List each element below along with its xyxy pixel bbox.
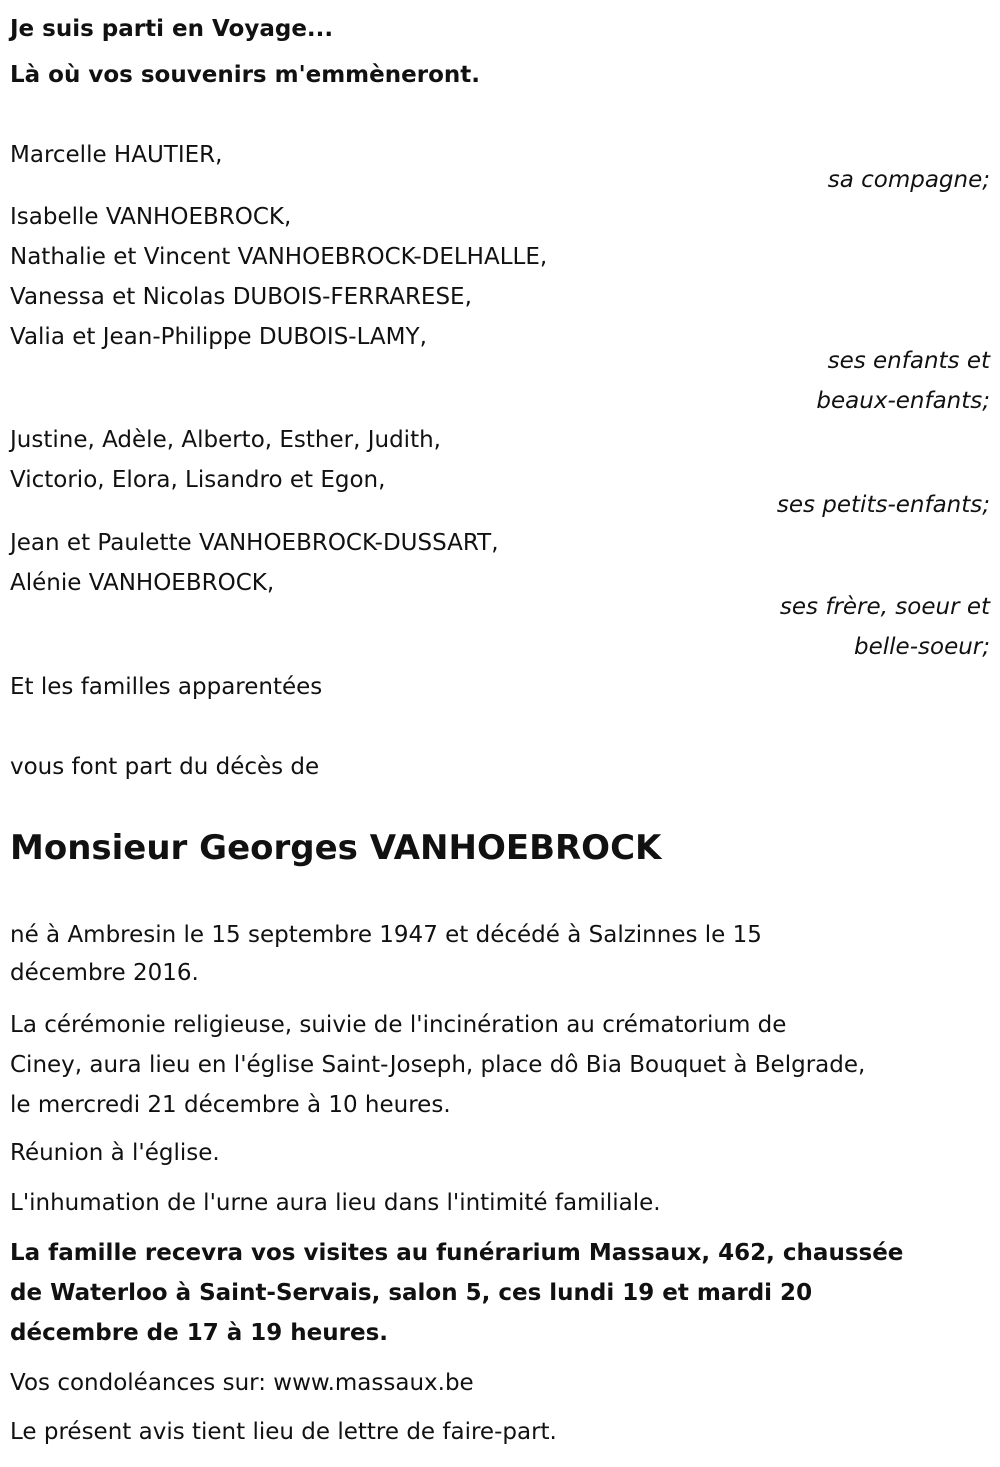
related-families: Et les familles apparentées: [10, 674, 323, 700]
notice-text: Le présent avis tient lieu de lettre de faire-part.: [10, 1419, 557, 1445]
visits-text: décembre de 17 à 19 heures.: [10, 1320, 389, 1346]
announcement: vous font part du décès de: [10, 754, 320, 780]
meeting-text: Réunion à l'église.: [10, 1140, 220, 1166]
companion-name: Marcelle HAUTIER,: [10, 142, 223, 168]
children-role: ses enfants et: [827, 348, 990, 374]
child-name: Nathalie et Vincent VANHOEBROCK-DELHALLE,: [10, 244, 548, 270]
burial-text: L'inhumation de l'urne aura lieu dans l'intimité familiale.: [10, 1190, 661, 1216]
intro-line: Là où vos souvenirs m'emmèneront.: [10, 62, 480, 88]
visits-text: de Waterloo à Saint-Servais, salon 5, ces lundi 19 et mardi 20: [10, 1280, 813, 1306]
companion-role: sa compagne;: [827, 167, 990, 193]
sibling-name: Jean et Paulette VANHOEBROCK-DUSSART,: [10, 530, 499, 556]
children-role: beaux-enfants;: [816, 388, 990, 414]
grandchildren-names: Victorio, Elora, Lisandro et Egon,: [10, 467, 386, 493]
sibling-name: Alénie VANHOEBROCK,: [10, 570, 275, 596]
child-name: Valia et Jean-Philippe DUBOIS-LAMY,: [10, 324, 427, 350]
grandchildren-names: Justine, Adèle, Alberto, Esther, Judith,: [10, 427, 441, 453]
siblings-role: ses frère, soeur et: [779, 594, 990, 620]
siblings-role: belle-soeur;: [854, 634, 990, 660]
grandchildren-role: ses petits-enfants;: [776, 492, 990, 518]
ceremony-text: Ciney, aura lieu en l'église Saint-Joseph, place dô Bia Bouquet à Belgrade,: [10, 1052, 866, 1078]
ceremony-text: le mercredi 21 décembre à 10 heures.: [10, 1092, 451, 1118]
child-name: Vanessa et Nicolas DUBOIS-FERRARESE,: [10, 284, 472, 310]
visits-text: La famille recevra vos visites au funérarium Massaux, 462, chaussée: [10, 1240, 904, 1266]
condolences-text: Vos condoléances sur: www.massaux.be: [10, 1370, 474, 1396]
deceased-name: Monsieur Georges VANHOEBROCK: [10, 828, 662, 868]
birth-death-text: né à Ambresin le 15 septembre 1947 et décédé à Salzinnes le 15: [10, 922, 762, 948]
child-name: Isabelle VANHOEBROCK,: [10, 204, 292, 230]
birth-death-text: décembre 2016.: [10, 960, 199, 986]
ceremony-text: La cérémonie religieuse, suivie de l'incinération au crématorium de: [10, 1012, 787, 1038]
intro-line: Je suis parti en Voyage...: [10, 16, 334, 42]
